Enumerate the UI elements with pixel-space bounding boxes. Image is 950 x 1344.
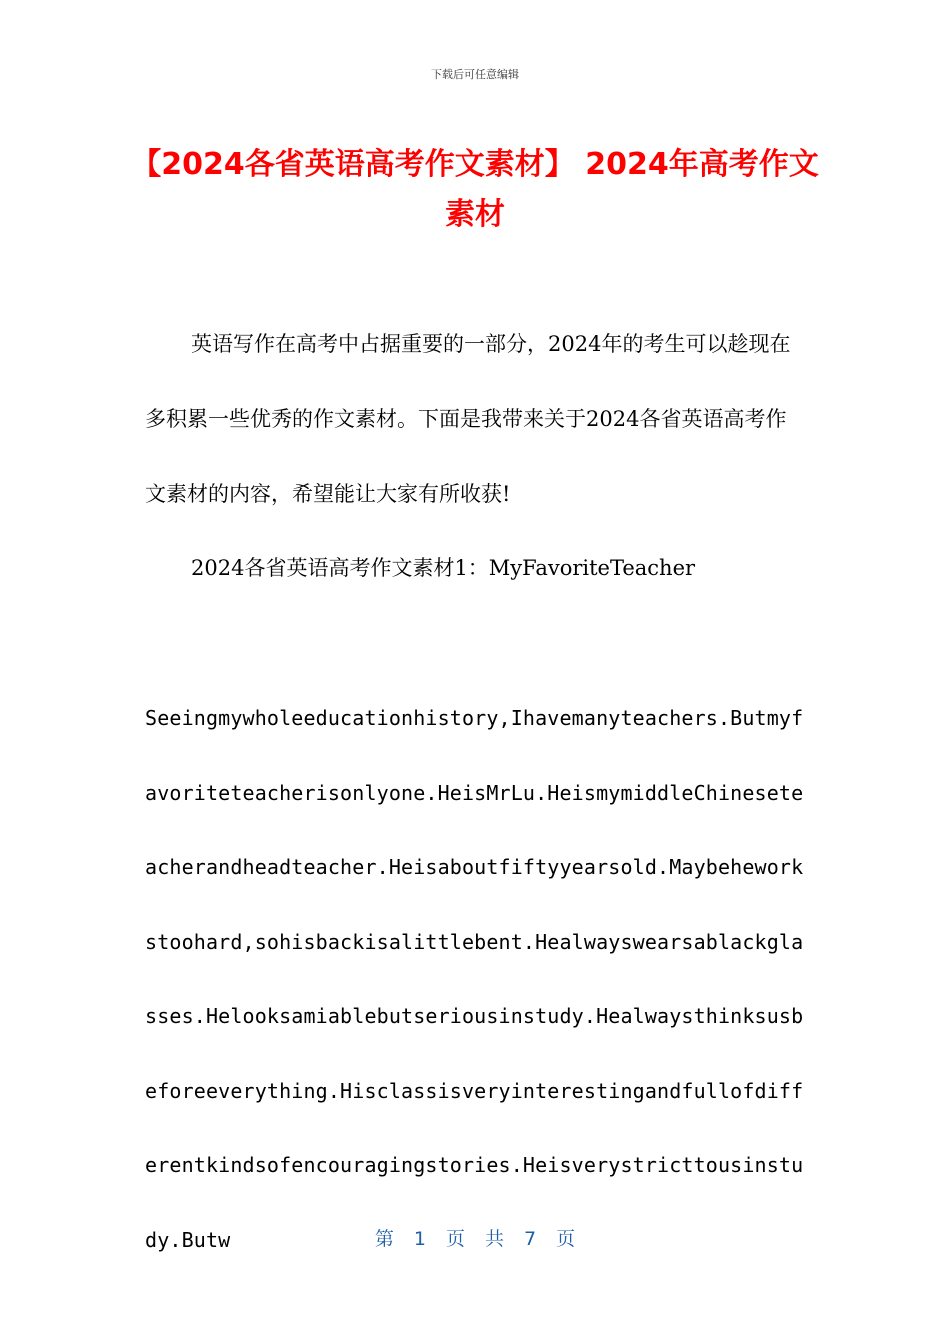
page-header-note: 下载后可任意编辑: [431, 68, 519, 81]
essay-paragraph: Seeingmywholeeducationhistory,Ihavemanyteachers.Butmyfavoriteteacherisonlyone.HeisMrLu.HeismymiddleChineseteacherandheadteacher.Heisaboutfiftyyearsold.Maybeheworkstoohard,sohisbackisalittlebent.Healwayswearsablackglasses.Helooksamiablebutseriousinstudy.Healwaysthinksusbeforeeverything.Hisclassisveryinterestingandfullofdifferentkindsofencouragingstories.Heisverystricttousinstudy.Butw: [145, 706, 804, 1252]
page-number-footer: 第 1 页 共 7 页: [374, 1228, 576, 1250]
section-heading: 2024各省英语高考作文素材1：MyFavoriteTeacher: [191, 556, 696, 580]
document-title: 【2024各省英语高考作文素材】 2024年高考作文素材: [131, 147, 819, 232]
intro-paragraph: 英语写作在高考中占据重要的一部分，2024年的考生可以趁现在多积累一些优秀的作文素材。下面是我带来关于2024各省英语高考作文素材的内容，希望能让大家有所收获!: [145, 332, 791, 506]
